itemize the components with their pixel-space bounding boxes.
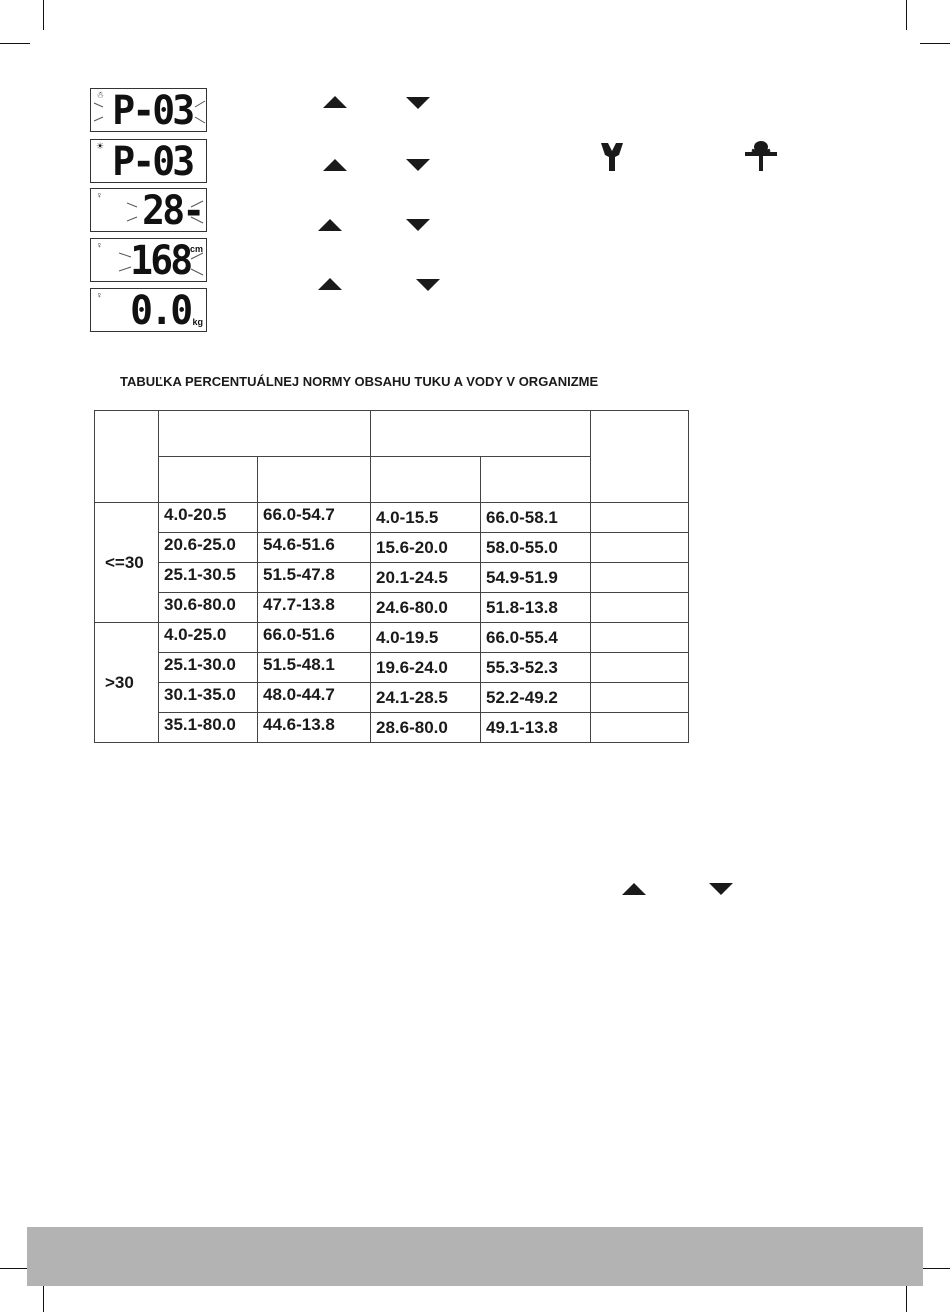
crop-mark: [906, 1282, 907, 1312]
unit-label: cm: [189, 244, 203, 254]
table-cell: 35.1-80.0: [159, 713, 258, 743]
table-status-header: [591, 411, 689, 503]
table-cell: [591, 653, 689, 683]
table-cell: 66.0-58.1: [481, 503, 591, 533]
table-cell: 4.0-19.5: [371, 623, 481, 653]
table-cell: 54.9-51.9: [481, 563, 591, 593]
female-indicator-icon: ♀: [96, 290, 103, 300]
table-cell: 44.6-13.8: [258, 713, 371, 743]
triangle-up-icon: [622, 883, 646, 895]
table-row: [95, 683, 689, 713]
table-cell: 4.0-15.5: [371, 503, 481, 533]
female-indicator-icon: ♀: [96, 240, 103, 250]
table-row: [95, 563, 689, 593]
table-group-header: [371, 411, 591, 457]
lcd-digits: P-03: [111, 88, 192, 132]
table-heading: TABUĽKA PERCENTUÁLNEJ NORMY OBSAHU TUKU A VODY V ORGANIZME: [120, 374, 599, 389]
table-cell: 20.6-25.0: [159, 533, 258, 563]
table-cell: 51.8-13.8: [481, 593, 591, 623]
lcd-screen-5: [90, 288, 207, 332]
crop-mark: [920, 1268, 950, 1269]
table-cell: [591, 623, 689, 653]
table-cell: 24.6-80.0: [371, 593, 481, 623]
table-cell: [591, 533, 689, 563]
male-figure-icon: [599, 141, 625, 173]
triangle-up-icon: [323, 96, 347, 108]
table-cell: [591, 683, 689, 713]
crop-mark: [906, 0, 907, 30]
table-cell: 19.6-24.0: [371, 653, 481, 683]
crop-mark: [0, 43, 30, 44]
lcd-digits: P-03: [111, 139, 192, 183]
table-cell: [591, 563, 689, 593]
table-row: [95, 653, 689, 683]
table-cell: 15.6-20.0: [371, 533, 481, 563]
lcd-screen-2: [90, 139, 207, 183]
triangle-down-icon: [406, 159, 430, 171]
triangle-down-icon: [406, 97, 430, 109]
crop-mark: [0, 1268, 30, 1269]
triangle-down-icon: [406, 219, 430, 231]
table-corner-cell: [95, 411, 159, 503]
crop-mark: [43, 0, 44, 30]
lcd-screen-4: [90, 238, 207, 282]
triangle-down-icon: [416, 279, 440, 291]
profile-indicator-icon: ☃: [96, 90, 105, 100]
table-subheader: [258, 457, 371, 503]
table-cell: 25.1-30.0: [159, 653, 258, 683]
table-cell: 24.1-28.5: [371, 683, 481, 713]
table-subheader: [371, 457, 481, 503]
table-cell: 51.5-48.1: [258, 653, 371, 683]
table-cell: [591, 503, 689, 533]
lcd-screen-1: [90, 88, 207, 132]
table-cell: [591, 593, 689, 623]
footer-bar: [27, 1227, 923, 1286]
age-group-label: >30: [95, 623, 159, 743]
table-cell: 47.7-13.8: [258, 593, 371, 623]
female-figure-icon: [744, 140, 778, 172]
table-cell: 58.0-55.0: [481, 533, 591, 563]
table-cell: 49.1-13.8: [481, 713, 591, 743]
table-cell: 66.0-55.4: [481, 623, 591, 653]
table-cell: 25.1-30.5: [159, 563, 258, 593]
table-cell: [591, 713, 689, 743]
age-group-label: <=30: [95, 503, 159, 623]
table-row: [95, 503, 689, 533]
table-subheader: [159, 457, 258, 503]
table-cell: 4.0-25.0: [159, 623, 258, 653]
table-cell: 4.0-20.5: [159, 503, 258, 533]
triangle-up-icon: [318, 278, 342, 290]
triangle-up-icon: [318, 219, 342, 231]
table-cell: 51.5-47.8: [258, 563, 371, 593]
profile-indicator-icon: ☀: [96, 141, 105, 151]
unit-label: kg: [192, 317, 203, 327]
lcd-digits: 0.0: [129, 288, 190, 332]
table-row: [95, 593, 689, 623]
crop-mark: [920, 43, 950, 44]
table-row: [95, 623, 689, 653]
table-cell: 55.3-52.3: [481, 653, 591, 683]
table-cell: 30.6-80.0: [159, 593, 258, 623]
table-cell: 66.0-51.6: [258, 623, 371, 653]
table-cell: 54.6-51.6: [258, 533, 371, 563]
lcd-screen-3: [90, 188, 207, 232]
female-indicator-icon: ♀: [96, 190, 103, 200]
triangle-up-icon: [323, 159, 347, 171]
table-cell: 30.1-35.0: [159, 683, 258, 713]
table-group-header: [159, 411, 371, 457]
table-row: [95, 713, 689, 743]
crop-mark: [43, 1282, 44, 1312]
table-row: [95, 533, 689, 563]
table-cell: 52.2-49.2: [481, 683, 591, 713]
table-cell: 66.0-54.7: [258, 503, 371, 533]
lcd-digits: 28-: [141, 188, 202, 232]
table-cell: 20.1-24.5: [371, 563, 481, 593]
table-cell: 28.6-80.0: [371, 713, 481, 743]
table-cell: 48.0-44.7: [258, 683, 371, 713]
table-subheader: [481, 457, 591, 503]
lcd-digits: 168: [129, 238, 190, 282]
triangle-down-icon: [709, 883, 733, 895]
fat-water-table: [94, 410, 689, 743]
